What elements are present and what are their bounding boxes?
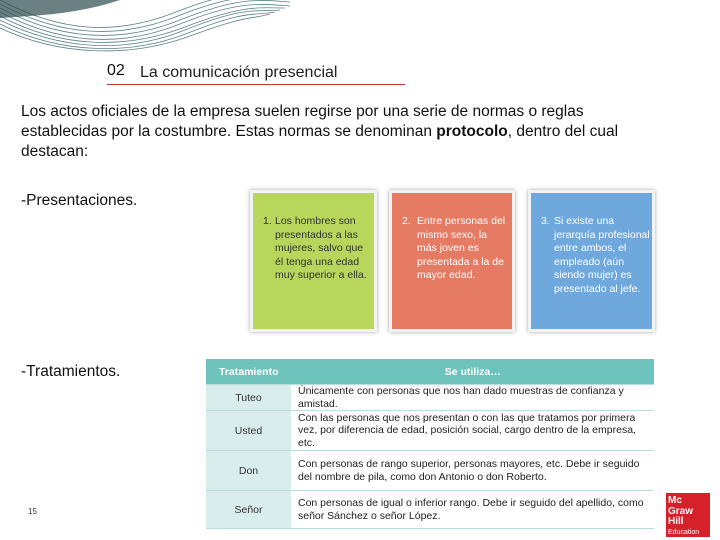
card-number: 2. bbox=[402, 215, 411, 227]
card-text: Si existe una jerarquía profesional entre ambos, el empleado (aún siendo mujer) es presentado al jefe. bbox=[554, 215, 650, 295]
logo-line-1: Mc bbox=[668, 495, 682, 506]
table-cell-tratamiento: Usted bbox=[206, 411, 292, 451]
tratamientos-table bbox=[206, 359, 654, 529]
table-header-tratamiento: Tratamiento bbox=[206, 359, 292, 385]
intro-text-after: , dentro del cual destacan: bbox=[21, 123, 619, 160]
table-cell-tratamiento: Tuteo bbox=[206, 385, 292, 411]
logo-line-3: Hill bbox=[668, 516, 684, 527]
chapter-header bbox=[107, 62, 405, 85]
card-number: 1. bbox=[263, 215, 272, 227]
wave-decoration bbox=[0, 0, 290, 60]
table-cell-tratamiento: Don bbox=[206, 451, 292, 491]
table-cell-uso: Con personas de igual o inferior rango. Debe ir seguido del apellido, como señor Sánchez o señor López. bbox=[292, 491, 655, 529]
table-cell-tratamiento: Señor bbox=[206, 491, 292, 529]
card-text: Los hombres son presentados a las mujeres, salvo que él tenga una edad muy superior a ella. bbox=[275, 215, 367, 281]
logo-line-4: Education bbox=[668, 528, 700, 536]
intro-paragraph bbox=[21, 102, 671, 162]
presentation-card-1 bbox=[250, 190, 377, 332]
mcgraw-hill-logo bbox=[666, 493, 710, 537]
table-header-uso: Se utiliza… bbox=[292, 359, 655, 385]
table-row bbox=[206, 411, 654, 451]
table-cell-uso: Con personas de rango superior, personas mayores, etc. Debe ir seguido del nombre de pila, como don Antonio o don Roberto. bbox=[292, 451, 655, 491]
presentaciones-label: -Presentaciones. bbox=[21, 192, 138, 209]
table-cell-uso: Con las personas que nos presentan o con las que tratamos por primera vez, por diferencia de edad, posición social, cargo dentro de la empresa, etc. bbox=[292, 411, 655, 451]
chapter-number: 02 bbox=[107, 62, 125, 79]
intro-bold-term: protocolo bbox=[436, 123, 508, 140]
presentation-card-2 bbox=[389, 190, 515, 332]
table-cell-uso: Únicamente con personas que nos han dado muestras de confianza y amistad. bbox=[292, 385, 655, 411]
table-row bbox=[206, 385, 654, 411]
table-row bbox=[206, 491, 654, 529]
card-number: 3. bbox=[541, 215, 550, 227]
page-number: 15 bbox=[28, 507, 37, 516]
presentation-card-3 bbox=[528, 190, 655, 332]
logo-line-2: Graw bbox=[668, 505, 694, 517]
table-header-row bbox=[206, 359, 654, 385]
chapter-title: La comunicación presencial bbox=[140, 64, 338, 81]
intro-text-before: Los actos oficiales de la empresa suelen regirse por una serie de normas o reglas establecidas por la costumbre. Estas normas se denominan bbox=[21, 103, 584, 140]
table-row bbox=[206, 451, 654, 491]
tratamientos-label: -Tratamientos. bbox=[21, 363, 121, 380]
card-text: Entre personas del mismo sexo, la más joven es presentada a la de mayor edad. bbox=[417, 215, 506, 281]
